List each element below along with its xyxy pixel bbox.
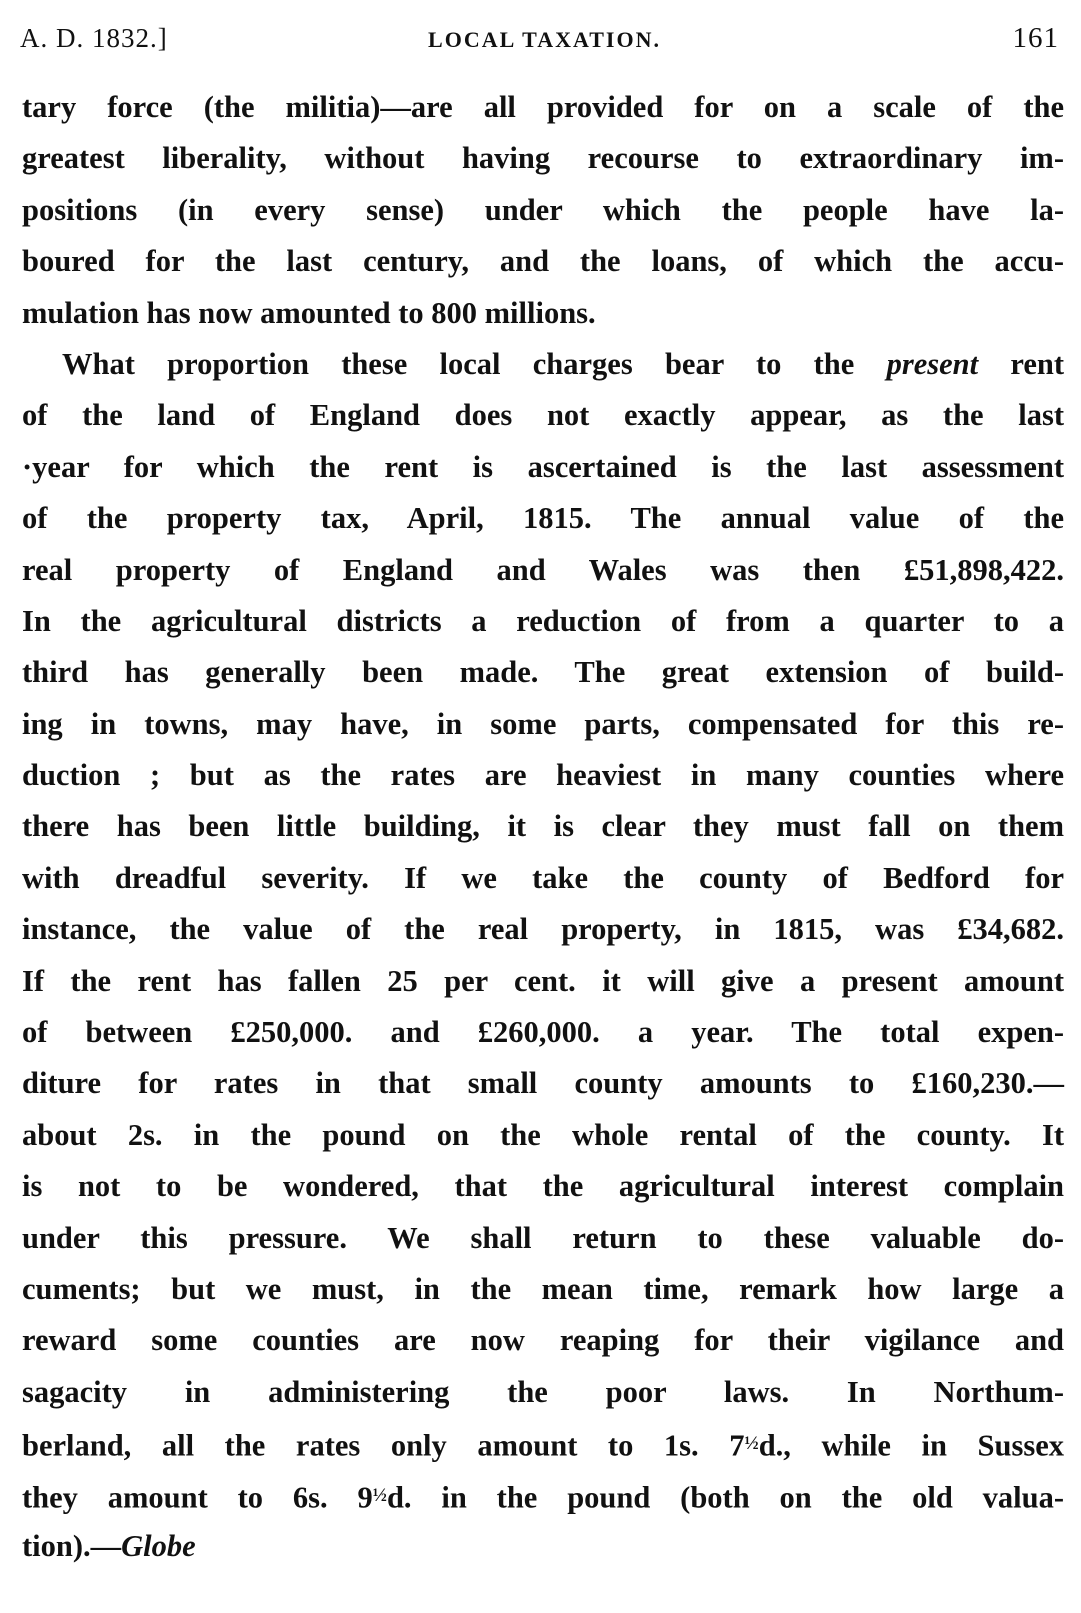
- fraction: ½: [372, 1484, 387, 1506]
- text-line: third has generally been made. The great extension of build-: [22, 655, 1064, 690]
- text-line: In the agricultural districts a reduction of from a quarter to a: [22, 603, 1064, 638]
- text-line: tary force (the militia)—are all provided for on a scale of the: [22, 90, 1064, 124]
- line-segment: d., while in Sussex: [758, 1428, 1065, 1463]
- text-line: If the rent has fallen 25 per cent. it will give a present amount: [22, 963, 1064, 998]
- line-segment: berland, all the rates only amount to 1s. 7: [22, 1428, 745, 1463]
- text-line: instance, the value of the real property, in 1815, was £34,682.: [22, 912, 1064, 947]
- text-line: is not to be wondered, that the agricultural interest complain: [22, 1169, 1064, 1204]
- text-line: [22, 1470, 1064, 1521]
- text-line: sagacity in administering the poor laws. In Northum-: [22, 1374, 1064, 1409]
- line-segment: What proportion these local charges bear to the: [62, 346, 887, 381]
- text-line: boured for the last century, and the loans, of which the accu-: [22, 244, 1064, 279]
- text-line: real property of England and Wales was then £51,898,422.: [22, 552, 1064, 587]
- text-line: mulation has now amounted to 800 millions.: [22, 295, 596, 330]
- body-text: [22, 82, 1064, 1572]
- text-line: duction ; but as the rates are heaviest in many counties where: [22, 758, 1064, 793]
- text-line: ·year for which the rent is ascertained is the last assessment: [22, 449, 1064, 484]
- text-line: with dreadful severity. If we take the county of Bedford for: [22, 860, 1064, 895]
- text-line: under this pressure. We shall return to these valuable do-: [22, 1220, 1064, 1255]
- text-line: reward some counties are now reaping for their vigilance and: [22, 1323, 1064, 1358]
- text-line: cuments; but we must, in the mean time, remark how large a: [22, 1271, 1064, 1306]
- text-line: of the property tax, April, 1815. The annual value of the: [22, 501, 1064, 536]
- header-date: A. D. 1832.]: [20, 23, 168, 53]
- text-line: diture for rates in that small county amounts to £160,230.—: [22, 1066, 1064, 1101]
- text-line: [22, 339, 1064, 390]
- text-line: of the land of England does not exactly appear, as the last: [22, 398, 1064, 433]
- line-segment: tion).—: [22, 1528, 122, 1563]
- italic-word: Globe: [121, 1528, 196, 1563]
- text-line: [22, 1418, 1064, 1469]
- line-segment: rent: [978, 346, 1064, 381]
- text-line: about 2s. in the pound on the whole rental of the county. It: [22, 1117, 1064, 1152]
- line-segment: they amount to 6s. 9: [22, 1480, 373, 1515]
- header-title: LOCAL TAXATION.: [428, 27, 661, 52]
- page-number: 161: [1012, 22, 1059, 54]
- text-line: greatest liberality, without having recourse to extraordinary im-: [22, 141, 1064, 176]
- text-line: positions (in every sense) under which the people have la-: [22, 192, 1064, 227]
- line-segment: d. in the pound (both on the old valua-: [386, 1480, 1065, 1515]
- italic-word: present: [886, 346, 979, 381]
- running-head: [20, 22, 1059, 62]
- fraction: ½: [744, 1433, 759, 1455]
- text-line: [22, 1521, 1064, 1572]
- text-line: ing in towns, may have, in some parts, compensated for this re-: [22, 706, 1064, 741]
- text-line: there has been little building, it is clear they must fall on them: [22, 809, 1064, 844]
- text-line: of between £250,000. and £260,000. a year. The total expen-: [22, 1015, 1064, 1050]
